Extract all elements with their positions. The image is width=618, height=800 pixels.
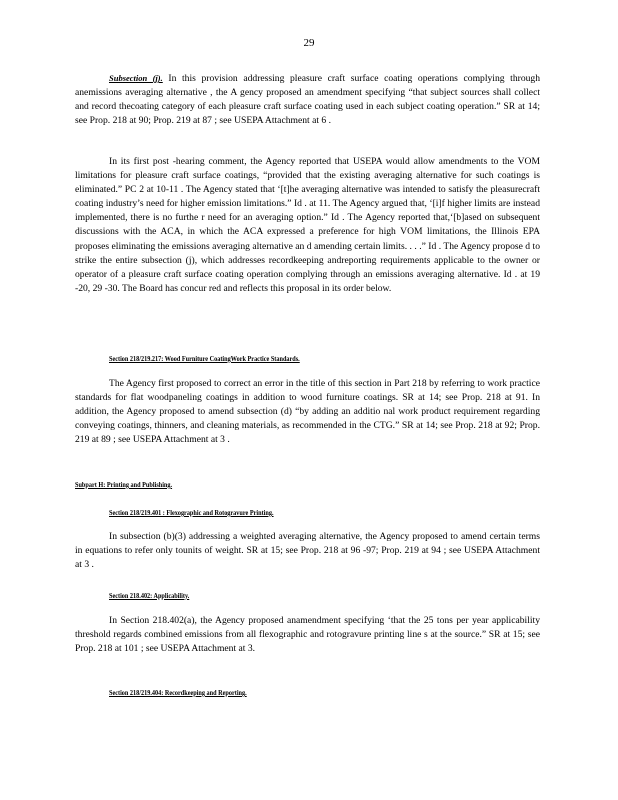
section-heading-401: Section 218/219.401 : Flexographic and Rotogravure Printing. xyxy=(109,508,274,517)
paragraph-subsection-j xyxy=(75,71,540,128)
paragraph-section-217: The Agency first proposed to correct an error in the title of this section in Part 218 by referring to work practice standards for flat woodpaneling coatings in addition to wood furniture coatings. SR at 14; see Prop. 218 at 91. In addition, the Agency proposed to amend subsection (d) “by adding an additio nal work product requirement regarding conveying coatings, thinners, and cleaning materials, as recommended in the CTG.” SR at 14; see Prop. 218 at 92; Prop. 219 at 89 ; see USEPA Attachment at 3 . xyxy=(75,378,540,446)
page-number: 29 xyxy=(303,37,315,49)
section-heading-217: Section 218/219.217: Wood Furniture CoatingWork Practice Standards. xyxy=(109,354,300,363)
section-heading-402: Section 218.402: Applicability. xyxy=(109,591,190,600)
paragraph-section-402: In Section 218.402(a), the Agency proposed anamendment specifying ‘that the 25 tons per year applicability threshold regards combined emissions from all flexographic and rotogravure printing line s at the source.” SR at 15; see Prop. 218 at 101 ; see USEPA Attachment at 3. xyxy=(75,615,540,655)
subpart-h-heading: Subpart H: Printing and Publishing. xyxy=(75,480,173,489)
paragraph-section-401: In subsection (b)(3) addressing a weighted averaging alternative, the Agency proposed to amend certain terms in equations to refer only tounits of weight. SR at 15; see Prop. 218 at 96 -97; Prop. 219 at 94 ; see USEPA Attachment at 3 . xyxy=(75,531,540,571)
subsection-j-lead: Subsection (j). xyxy=(109,73,163,83)
section-heading-404: Section 218/219.404: Recordkeeping and Reporting. xyxy=(109,688,247,697)
paragraph-post-hearing: In its first post -hearing comment, the Agency reported that USEPA would allow amendments to the VOM limitations for pleasure craft surface coatings, “provided that the existing averaging alternative for such coatings is eliminated.” PC 2 at 10-11 . The Agency stated that ‘[t]he averaging alternative was intended to satisfy the pleasurecraft coating industry’s need for higher emission limitations.” Id . at 11. The Agency argued that, ‘[i]f higher limits are instead implemented, there is no furthe r need for an averaging option.” Id . The Agency reported that,‘[b]ased on subsequent discussions with the ACA, in which the ACA expressed a preference for high VOM limitations, the Illinois EPA proposes eliminating the emissions averaging alternative an d amending certain limits. . . .” Id . The Agency propose d to strike the entire subsection (j), which addresses recordkeeping andreporting requirements applicable to the owner or operator of a pleasure craft surface coating operation complying through an emissions averaging alternative. Id . at 19 -20, 29 -30. The Board has concur red and reflects this proposal in its order below. xyxy=(75,156,540,294)
subsection-j-text: In this provision addressing pleasure craft surface coating operations complying through anemissions averaging alternative , the A gency proposed an amendment specifying “that subject sources shall collect and record thecoating category of each pleasure craft surface coating used in each subject coating operation.” SR at 14; see Prop. 218 at 90; Prop. 219 at 87 ; see USEPA Attachment at 6 . xyxy=(75,73,541,127)
